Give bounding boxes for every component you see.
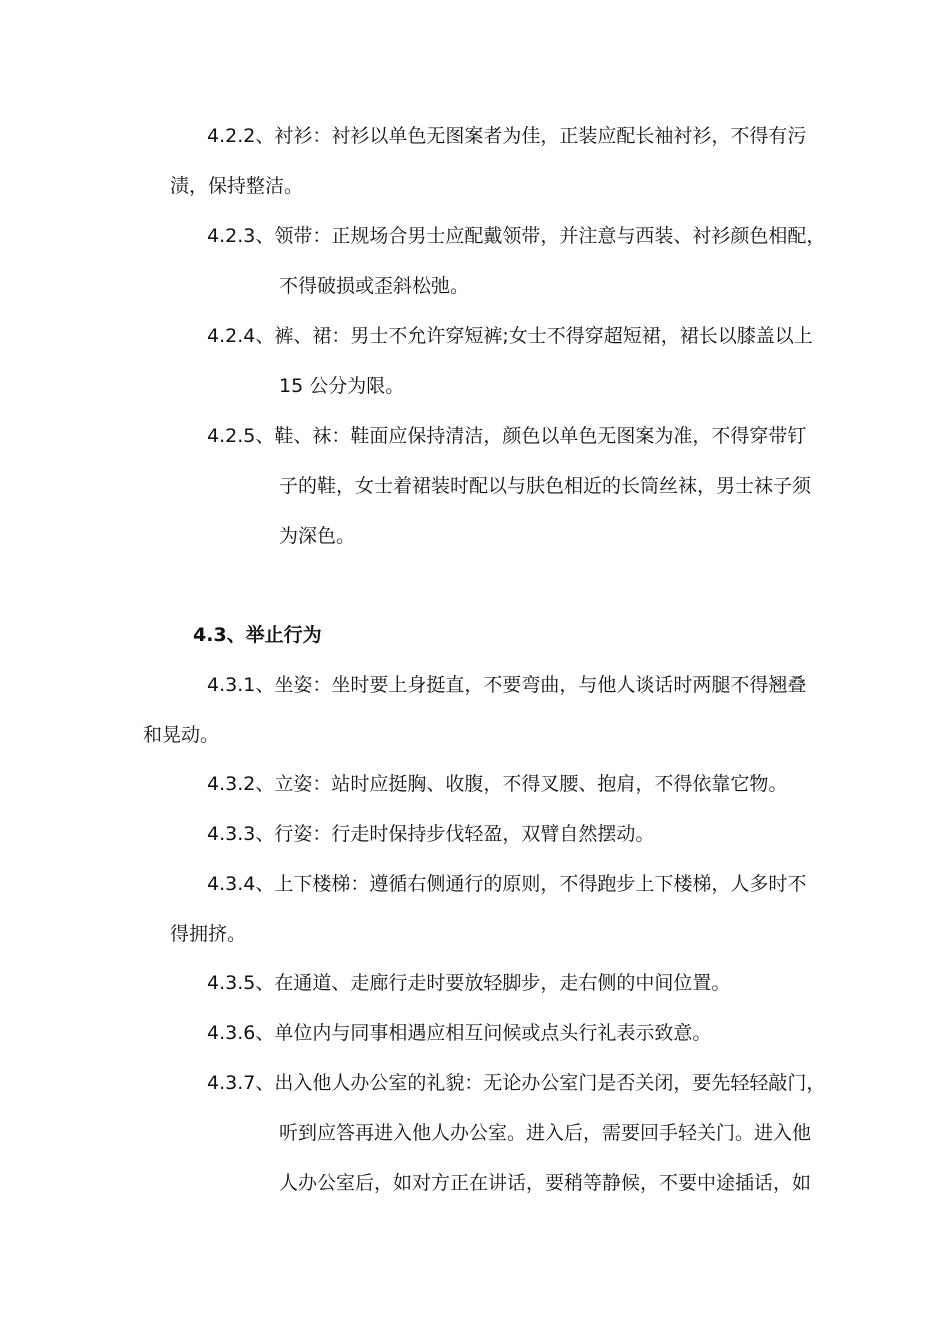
clause-4-2-4-line-2: 15 公分为限。 [279,375,405,397]
clause-4-3-2-line-1: 4.3.2、立姿：站时应挺胸、收腹，不得叉腰、抱肩，不得依靠它物。 [207,773,788,795]
clause-4-3-4-line-2: 得拥挤。 [170,923,247,945]
clause-4-3-7-line-1: 4.3.7、出入他人办公室的礼貌：无论办公室门是否关闭，要先轻轻敲门， [207,1072,826,1094]
clause-4-3-3-line-1: 4.3.3、行姿：行走时保持步伐轻盈，双臂自然摆动。 [207,823,655,845]
clause-4-2-5-line-2: 子的鞋，女士着裙装时配以与肤色相近的长筒丝袜，男士袜子须 [279,475,812,497]
clause-4-3-4-line-1: 4.3.4、上下楼梯：遵循右侧通行的原则，不得跑步上下楼梯，人多时不 [207,873,807,895]
clause-4-2-4-line-1: 4.2.4、裤、裙：男士不允许穿短裤;女士不得穿超短裙，裙长以膝盖以上 [207,325,813,347]
clause-4-3-7-line-3: 人办公室后，如对方正在讲话，要稍等静候，不要中途插话，如 [279,1172,812,1194]
clause-4-2-2-line-2: 渍，保持整洁。 [170,175,304,197]
clause-4-3-5-line-1: 4.3.5、在通道、走廊行走时要放轻脚步，走右侧的中间位置。 [207,972,731,994]
clause-4-2-5-line-1: 4.2.5、鞋、袜：鞋面应保持清洁，颜色以单色无图案为准，不得穿带钉 [207,425,807,447]
clause-4-3-1-line-2: 和晃动。 [143,724,220,746]
clause-4-3-7-line-2: 听到应答再进入他人办公室。进入后，需要回手轻关门。进入他 [279,1122,812,1144]
clause-4-3-1-line-1: 4.3.1、坐姿：坐时要上身挺直，不要弯曲，与他人谈话时两腿不得翘叠 [207,674,807,696]
clause-4-2-5-line-3: 为深色。 [279,525,356,547]
clause-4-3-6-line-1: 4.3.6、单位内与同事相遇应相互问候或点头行礼表示致意。 [207,1022,712,1044]
clause-4-2-3-line-2: 不得破损或歪斜松弛。 [279,275,470,297]
section-4-3-heading: 4.3、举止行为 [193,624,322,646]
clause-4-2-3-line-1: 4.2.3、领带：正规场合男士应配戴领带，并注意与西装、衬衫颜色相配， [207,225,826,247]
clause-4-2-2-line-1: 4.2.2、衬衫：衬衫以单色无图案者为佳，正装应配长袖衬衫，不得有污 [207,125,807,147]
